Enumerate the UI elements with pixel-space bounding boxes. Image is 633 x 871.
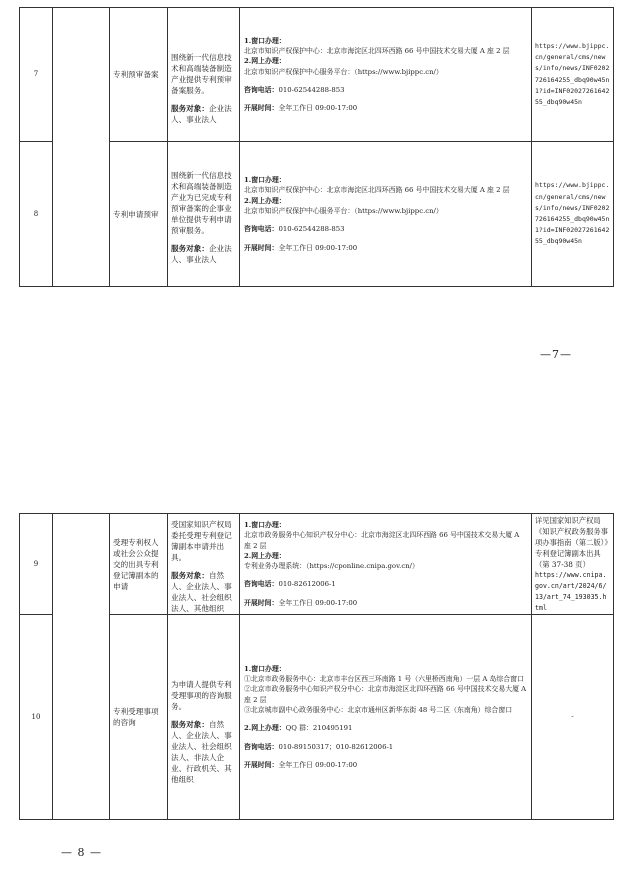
description-text: 为申请人提供专利受理事项的咨询服务。 bbox=[171, 680, 232, 711]
item-name: 专利申请预审 bbox=[110, 142, 168, 287]
window-address: 北京市知识产权保护中心：北京市海淀区北四环西路 66 号中国技术交易大厦 A 座 2 层 bbox=[244, 46, 510, 55]
service-table-page-8 bbox=[19, 513, 614, 820]
service-value: 企业法人、事业法人 bbox=[171, 103, 232, 124]
handling-info bbox=[240, 142, 532, 287]
phone-label: 咨询电话： bbox=[244, 580, 279, 589]
reference-link[interactable]: https://www.bjippc.cn/general/cms/news/info/news/INF0202726164255_dbq90w45n1?id=INF0202726164255_dbq90w45n bbox=[532, 8, 614, 142]
item-name: 专利预审备案 bbox=[110, 8, 168, 142]
category-cell bbox=[53, 8, 110, 287]
reference-link[interactable]: https://www.bjippc.cn/general/cms/news/info/news/INF0202726164255_dbq90w45n1?id=INF0202726164255_dbq90w45n bbox=[532, 142, 614, 287]
window-address: 北京市知识产权保护中心：北京市海淀区北四环西路 66 号中国技术交易大厦 A 座 2 层 bbox=[244, 186, 510, 195]
handling-info bbox=[240, 514, 532, 615]
online-label: 2.网上办理： bbox=[244, 724, 286, 733]
service-target bbox=[171, 719, 236, 785]
online-platform: QQ 群：210495191 bbox=[285, 724, 353, 733]
phone-label: 咨询电话： bbox=[244, 742, 279, 751]
online-platform: 北京市知识产权保护中心服务平台：（https://www.bjippc.cn/） bbox=[244, 207, 443, 215]
online-label: 2.网上办理： bbox=[244, 57, 286, 66]
item-description bbox=[168, 8, 240, 142]
service-target bbox=[171, 243, 236, 265]
hours-label: 开展时间： bbox=[244, 104, 279, 113]
table-row bbox=[20, 142, 614, 287]
window-address: 北京市政务服务中心知识产权分中心：北京市海淀区北四环西路 66 号中国技术交易大厦 A 座 2 层 bbox=[244, 531, 520, 550]
service-table-page-7 bbox=[19, 7, 614, 287]
phone-value: 010-62544288-853 bbox=[278, 225, 345, 234]
reference-link: - bbox=[532, 615, 614, 820]
online-label: 2.网上办理： bbox=[244, 196, 286, 205]
service-label: 服务对象： bbox=[171, 570, 209, 580]
service-target bbox=[171, 103, 236, 125]
window-label: 1.窗口办理： bbox=[244, 176, 286, 185]
service-value: 自然人、企业法人、事业法人、社会组织法人、非法人企业、行政机关、其他组织 bbox=[171, 720, 232, 784]
service-label: 服务对象： bbox=[171, 720, 209, 729]
service-label: 服务对象： bbox=[171, 243, 209, 253]
service-value: 自然人、企业法人、事业法人、社会组织法人、其他组织 bbox=[171, 570, 232, 613]
window-label: 1.窗口办理： bbox=[244, 520, 286, 529]
service-target bbox=[171, 570, 236, 614]
phone-value: 010-62544288-853 bbox=[278, 85, 345, 94]
item-description bbox=[168, 514, 240, 615]
description-text: 围绕新一代信息技术和高端装备制造产业提供专利预审备案服务。 bbox=[171, 52, 232, 95]
hours-label: 开展时间： bbox=[244, 598, 279, 607]
hours-value: 全年工作日 09:00-17:00 bbox=[278, 760, 358, 769]
hours-label: 开展时间： bbox=[244, 760, 279, 769]
handling-info bbox=[240, 615, 532, 820]
table-row bbox=[20, 8, 614, 142]
phone-label: 咨询电话： bbox=[244, 225, 279, 234]
window-item: ②北京市政务服务中心知识产权分中心：北京市海淀区北四环西路 66 号中国技术交易大厦 A 座 2 层 bbox=[244, 685, 527, 704]
phone-value: 010-89150317；010-82612006-1 bbox=[278, 742, 394, 751]
online-label: 2.网上办理： bbox=[244, 551, 286, 560]
item-description bbox=[168, 142, 240, 287]
reference-link[interactable]: https://www.cnipa.gov.cn/art/2024/6/13/art_74_193035.html bbox=[535, 570, 607, 612]
item-name: 受理专利权人或社会公众提交的出具专利登记簿副本的申请 bbox=[110, 514, 168, 615]
item-name: 专利受理事项的咨询 bbox=[110, 615, 168, 820]
window-label: 1.窗口办理： bbox=[244, 664, 286, 673]
window-label: 1.窗口办理： bbox=[244, 36, 286, 45]
handling-info bbox=[240, 8, 532, 142]
row-number: 9 bbox=[20, 514, 53, 615]
table-row bbox=[20, 615, 614, 820]
page-number: —7— bbox=[540, 348, 572, 361]
window-item: ①北京市政务服务中心：北京市丰台区西三环南路 1 号（六里桥西南角）一层 A 岛综合窗口 bbox=[244, 675, 524, 684]
item-description bbox=[168, 615, 240, 820]
row-number: 10 bbox=[20, 615, 53, 820]
page-number: — 8 — bbox=[61, 846, 102, 859]
online-platform: 专利业务办理系统：（https://cponline.cnipa.gov.cn/） bbox=[244, 562, 419, 571]
phone-value: 010-82612006-1 bbox=[278, 580, 336, 589]
description-text: 受国家知识产权局委托受理专利登记簿副本申请并出具。 bbox=[171, 519, 232, 562]
category-cell bbox=[53, 514, 110, 820]
reference-text: 详见国家知识产权局《知识产权政务服务事项办事指南（第二版）》专利登记簿副本出具（第 37-38 页） bbox=[535, 515, 608, 569]
description-text: 围绕新一代信息技术和高端装备制造产业为已完成专利预审备案的企事业单位提供专利申请预审服务。 bbox=[171, 170, 232, 235]
hours-value: 全年工作日 09:00-17:00 bbox=[278, 598, 358, 607]
table-row bbox=[20, 514, 614, 615]
phone-label: 咨询电话： bbox=[244, 85, 279, 94]
row-number: 8 bbox=[20, 142, 53, 287]
hours-value: 全年工作日 09:00-17:00 bbox=[278, 104, 358, 113]
row-number: 7 bbox=[20, 8, 53, 142]
hours-value: 全年工作日 09:00-17:00 bbox=[278, 243, 358, 252]
online-platform: 北京市知识产权保护中心服务平台：（https://www.bjippc.cn/） bbox=[244, 67, 443, 76]
window-item: ③北京城市副中心政务服务中心：北京市通州区新华东街 48 号二区（东南角）综合窗口 bbox=[244, 706, 513, 714]
service-value: 企业法人、事业法人 bbox=[171, 243, 232, 264]
reference-cell bbox=[532, 514, 614, 615]
hours-label: 开展时间： bbox=[244, 243, 279, 252]
service-label: 服务对象： bbox=[171, 103, 209, 113]
